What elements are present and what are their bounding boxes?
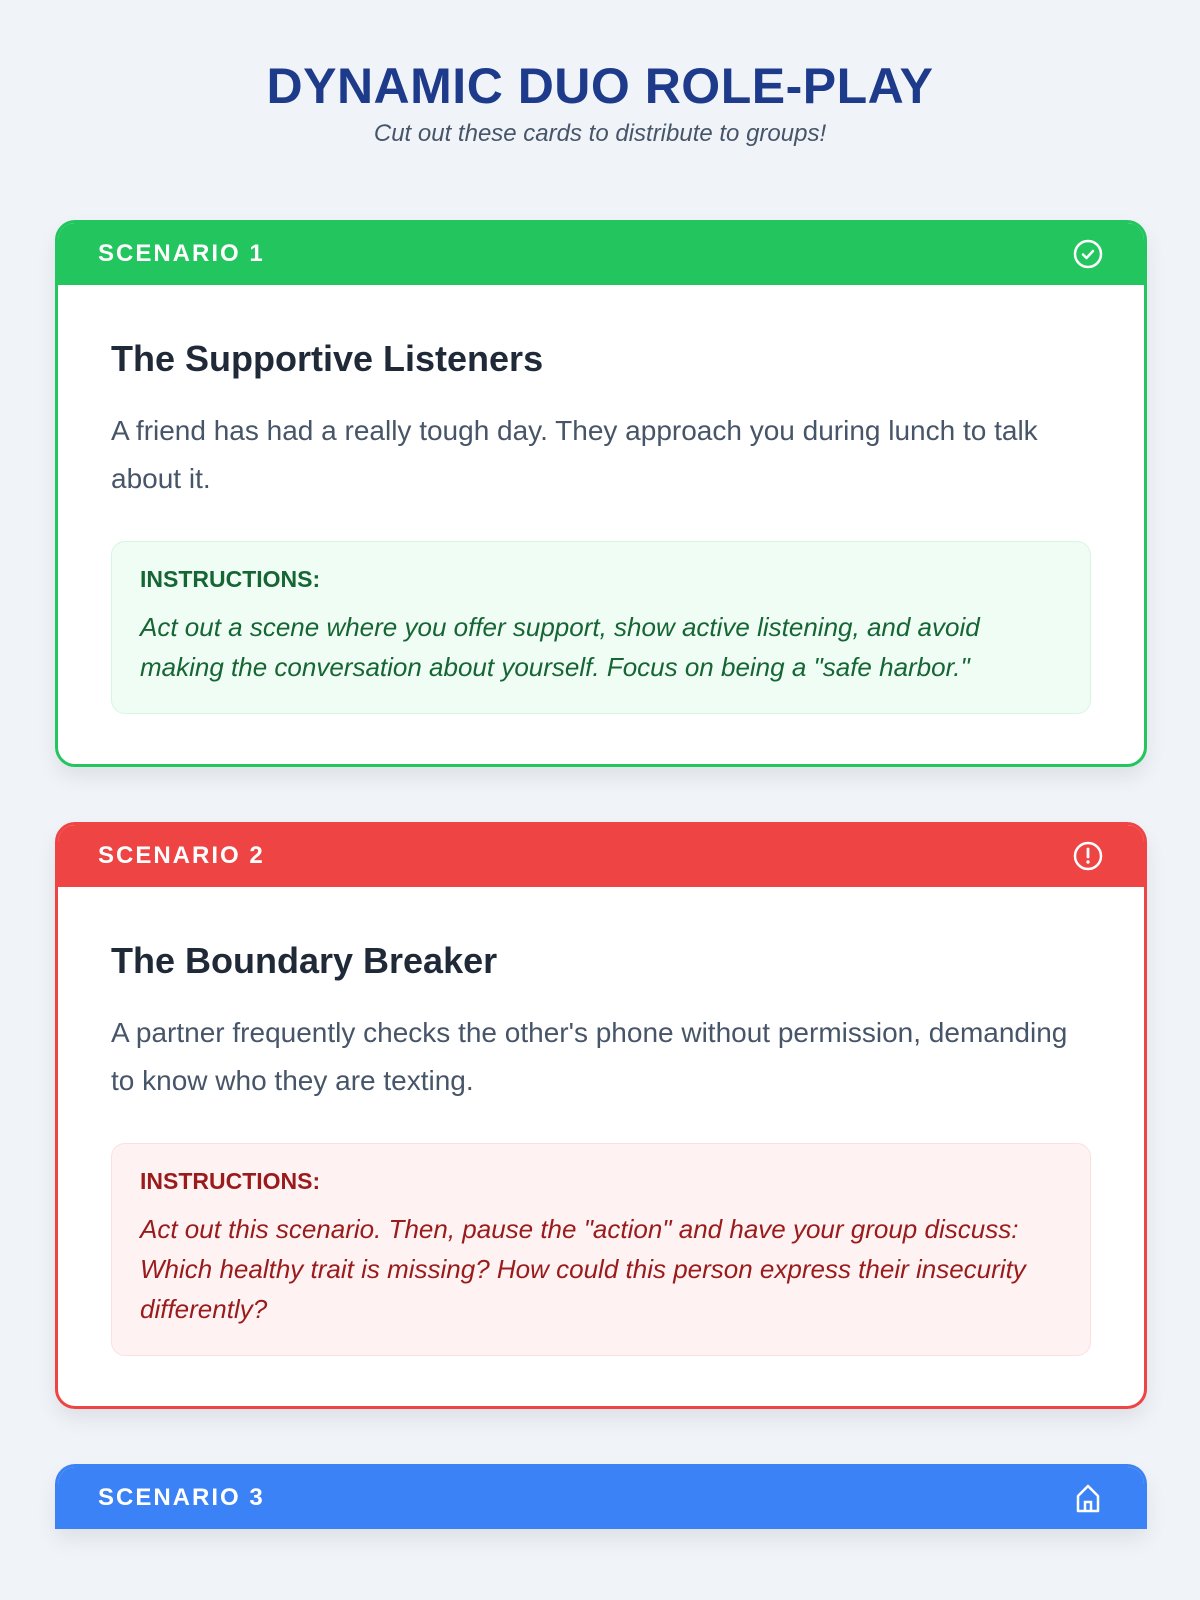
instructions-text: Act out this scenario. Then, pause the "action" and have your group discuss: Which healthy trait is missing? How could this person express their insecurity differently? xyxy=(140,1214,1026,1324)
card-label: SCENARIO 2 xyxy=(98,842,265,869)
instructions-box xyxy=(111,1143,1091,1356)
card-header xyxy=(58,223,1144,285)
home-icon xyxy=(1072,1482,1104,1514)
card-title: The Supportive Listeners xyxy=(111,338,544,379)
page-subtitle: Cut out these cards to distribute to groups! xyxy=(373,120,827,147)
page-header xyxy=(0,0,1200,148)
card-label: SCENARIO 3 xyxy=(98,1484,265,1511)
scenario-card-3 xyxy=(55,1464,1147,1529)
scenario-card-2 xyxy=(55,822,1147,1409)
scenario-cards xyxy=(0,220,1200,1529)
instructions-box xyxy=(111,541,1091,714)
card-header xyxy=(58,1467,1144,1529)
instructions-label: INSTRUCTIONS: xyxy=(140,1168,321,1194)
card-description: A friend has had a really tough day. They approach you during lunch to talk about it. xyxy=(111,415,1038,494)
card-header xyxy=(58,825,1144,887)
scenario-card-1 xyxy=(55,220,1147,767)
page-title: DYNAMIC DUO ROLE-PLAY xyxy=(266,58,934,114)
instructions-text: Act out a scene where you offer support, show active listening, and avoid making the conversation about yourself. Focus on being a "safe harbor." xyxy=(140,612,980,682)
card-title: The Boundary Breaker xyxy=(111,940,498,981)
alert-circle-icon xyxy=(1072,840,1104,872)
check-circle-icon xyxy=(1072,238,1104,270)
card-description: A partner frequently checks the other's phone without permission, demanding to know who they are texting. xyxy=(111,1017,1068,1096)
card-body xyxy=(58,887,1144,1406)
card-body xyxy=(58,285,1144,764)
card-label: SCENARIO 1 xyxy=(98,240,265,267)
instructions-label: INSTRUCTIONS: xyxy=(140,566,321,592)
